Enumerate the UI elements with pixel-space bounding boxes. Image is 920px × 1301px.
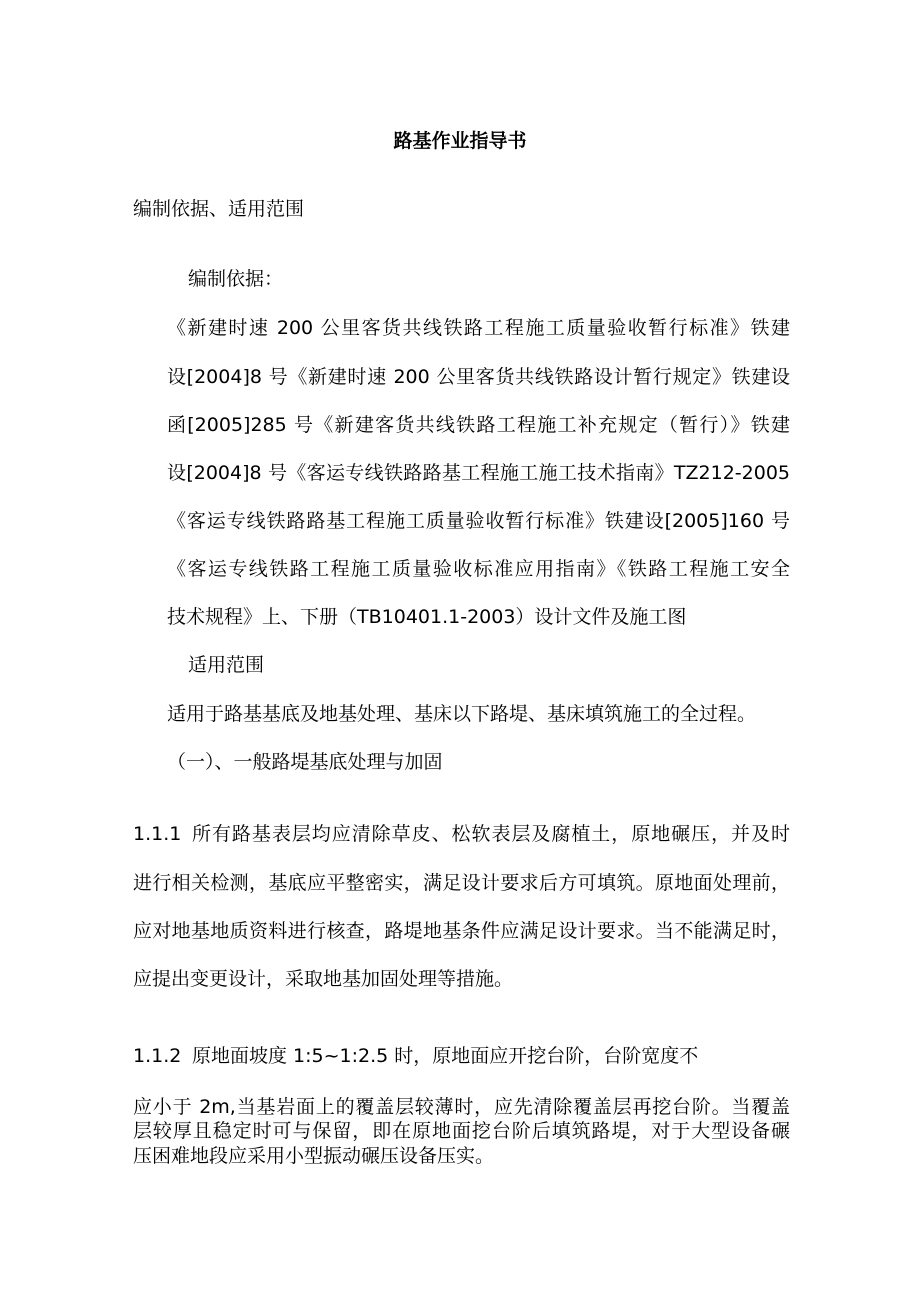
clause-line: 压困难地段应采用小型振动碾压设备压实。 — [133, 1145, 495, 1167]
basis-line: 技术规程》上、下册（TB10401.1-2003）设计文件及施工图 — [167, 606, 687, 628]
clause-number: 1.1.2 — [133, 1045, 182, 1067]
clause-line: 所有路基表层均应清除草皮、松软表层及腐植土，原地碾压，并及时 — [192, 823, 790, 845]
basis-line: 《客运专线铁路路基工程施工质量验收暂行标准》铁建设[2005]160 号 — [167, 510, 790, 532]
clause-line: 应提出变更设计，采取地基加固处理等措施。 — [133, 968, 514, 990]
basis-line: 《客运专线铁路工程施工质量验收标准应用指南》《铁路工程施工安全 — [167, 558, 790, 580]
clause-line: 应对地基地质资料进行核查，路堤地基条件应满足设计要求。当不能满足时， — [133, 920, 790, 942]
scope-text: 适用于路基基底及地基处理、基床以下路堤、基床填筑施工的全过程。 — [167, 703, 757, 725]
document-title: 路基作业指导书 — [393, 130, 527, 152]
basis-line: 《新建时速 200 公里客货共线铁路工程施工质量验收暂行标准》铁建 — [167, 317, 790, 339]
basis-line: 设[2004]8 号《客运专线铁路路基工程施工施工技术指南》TZ212-2005 — [167, 462, 790, 484]
basis-line: 设[2004]8 号《新建时速 200 公里客货共线铁路设计暂行规定》铁建设 — [167, 366, 790, 388]
clause-line: 原地面坡度 1:5~1:2.5 时，原地面应开挖台阶，台阶宽度不 — [192, 1045, 699, 1067]
subsection-heading: （一）、一般路堤基底处理与加固 — [167, 751, 443, 773]
clause-line: 应小于 2m,当基岩面上的覆盖层较薄时，应先清除覆盖层再挖台阶。当覆盖 — [133, 1096, 790, 1118]
basis-label: 编制依据： — [188, 268, 284, 290]
clause-line: 进行相关检测，基底应平整密实，满足设计要求后方可填筑。原地面处理前， — [133, 872, 790, 894]
basis-line: 函[2005]285 号《新建客货共线铁路工程施工补充规定（暂行）》铁建 — [167, 414, 790, 436]
section-heading: 编制依据、适用范围 — [133, 198, 305, 220]
clause-number: 1.1.1 — [133, 823, 182, 845]
scope-label: 适用范围 — [188, 654, 265, 676]
clause-line: 层较厚且稳定时可与保留，即在原地面挖台阶后填筑路堤，对于大型设备碾 — [133, 1120, 790, 1142]
